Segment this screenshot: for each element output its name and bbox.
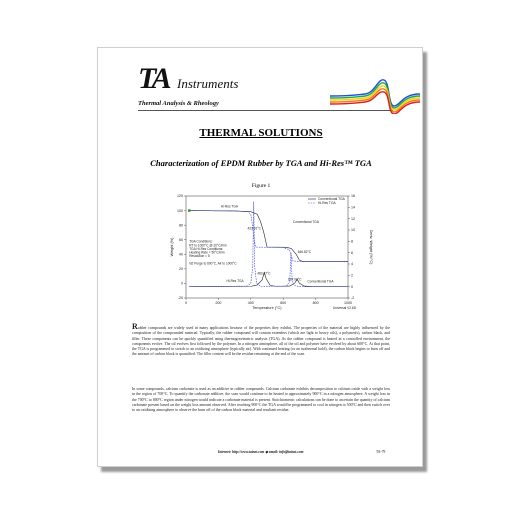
y2-tick-label: 0 (351, 284, 353, 289)
tga-chart (168, 188, 378, 310)
document-page (97, 47, 423, 467)
footer-contact: Internet: http://www.tainst.com ◆ email: info@tainst.com (218, 450, 304, 454)
x-axis-label: Temperature (°C) (252, 306, 282, 310)
logo-tagline: Thermal Analysis & Rheology (138, 100, 219, 107)
paragraph-1 (132, 322, 390, 358)
annotation-label: 483.67°C (257, 271, 271, 276)
annotation-label: 423.91°C (247, 226, 261, 231)
annotation-label: TGA Conditions: (189, 239, 213, 244)
y2-tick-label: 2 (351, 273, 353, 278)
y2-axis-label: Deriv. Weight (%/°C) (369, 229, 373, 265)
annotation-label: Hi-Res TGA (220, 204, 238, 209)
y2-tick-label: 12 (351, 216, 355, 221)
y2-tick-label: 8 (351, 239, 353, 244)
x-tick-label: 0 (185, 301, 187, 305)
annotation-label: RT to 1000°C @ 20°C/min (189, 243, 227, 248)
start-marker (188, 209, 190, 211)
annotation-label: TGA Hi-Res Conditions: (189, 246, 224, 251)
y2-tick-label: 10 (351, 228, 355, 233)
annotation-label: N2 Purge to 600°C, Air to 1000°C (189, 261, 237, 266)
y-tick-label: 0 (181, 281, 183, 286)
y2-tick-label: 6 (351, 250, 353, 255)
x-tick-label: 600 (280, 301, 287, 305)
y-tick-label: 40 (179, 252, 183, 257)
x-tick-label: 400 (247, 301, 254, 305)
document-subtitle: Characterization of EPDM Rubber by TGA and Hi-Res™ TGA (150, 158, 372, 168)
drop-cap: R (132, 322, 138, 331)
y-tick-label: 100 (177, 208, 183, 213)
y-tick-label: -20 (177, 296, 183, 301)
y2-tick-label: 14 (351, 205, 355, 210)
annotation-label: Heating Rate = 50°C/min (189, 250, 225, 255)
paragraph-2: In some compounds, calcium carbonate is used as an additive in rubber compounds. Calcium carbonate exhibits decomposition to calcium oxide with a weight loss in the region of 700°C. To quantify the carbonate additive, the scan would continue to be heated to approximately 900°C in a nitrogen atmosphere. A weight loss in the 700°C to 800°C region under nitrogen would indicate a carbonate material is present. Stoichiometric calculations can be done to ascertain the quantity of calcium carbonate present based on the weight loss amount observed. After reaching 900°C the TGA would be programmed to cool in nitrogen to 500°C and then switch over to an oxidizing atmosphere to observe the burn off of the carbon black material and resultant residue. (132, 387, 390, 413)
annotation-label: 687.08°C (288, 277, 302, 282)
paragraph-1-text: ubber compounds are widely used in many applications because of the properties they exhibit. The properties of the material are highly influenced by the composition of the compounded material. Typically, the rubber compound will contain extenders (which are light to heavy oils), a polymer(s), carbon black, and filler. These components can be quickly quantified using thermogravimetric analysis (TGA). As the rubber compound is heated in a controlled environment, the components evolve. The oil evolves first followed by the polymer. In a nitrogen atmosphere, all of the oil and polymer have evolved by about 600°C. At that point, the TGA is programmed to switch to an oxidizing atmosphere (typically air). With continued heating (or an isothermal hold), the carbon black begins to burn off and the amount of carbon black is quantified. The filler content will be the residue remaining at the end of the scan. (132, 326, 390, 357)
y-tick-label: 120 (177, 194, 183, 199)
annotation-label: Conventional TGA (292, 219, 319, 224)
logo-wordmark: Instruments (177, 76, 239, 91)
y2-tick-label: -2 (351, 296, 355, 301)
y2-tick-label: 16 (351, 194, 355, 199)
legend-entry: Conventional TGA (318, 197, 345, 202)
y2-tick-label: 4 (351, 262, 353, 267)
logo-mark: TA (138, 62, 169, 95)
figure-label: Figure 1 (251, 183, 271, 189)
x-tick-label: 1000 (344, 301, 352, 305)
y-tick-label: 20 (179, 267, 183, 272)
document-id: TA-79 (376, 450, 386, 454)
annotation-label: Hi-Res TGA (226, 278, 244, 283)
y-tick-label: 60 (179, 237, 183, 242)
rainbow-wave-logo (330, 74, 420, 114)
legend-entry: Hi-Res TGA (318, 201, 336, 206)
x-tick-label: 800 (312, 301, 319, 305)
document-title: THERMAL SOLUTIONS (199, 127, 323, 139)
annotation-label: 646.82°C (297, 249, 312, 254)
annotation-label: Conventional TGA (307, 279, 334, 284)
annotation-label: Resolution = 5 (189, 254, 210, 259)
y-axis-label: Weight (%) (170, 237, 174, 257)
x-tick-label: 200 (215, 301, 222, 305)
software-version-label: Universal V2.6D (332, 306, 356, 310)
y-tick-label: 80 (179, 223, 183, 228)
